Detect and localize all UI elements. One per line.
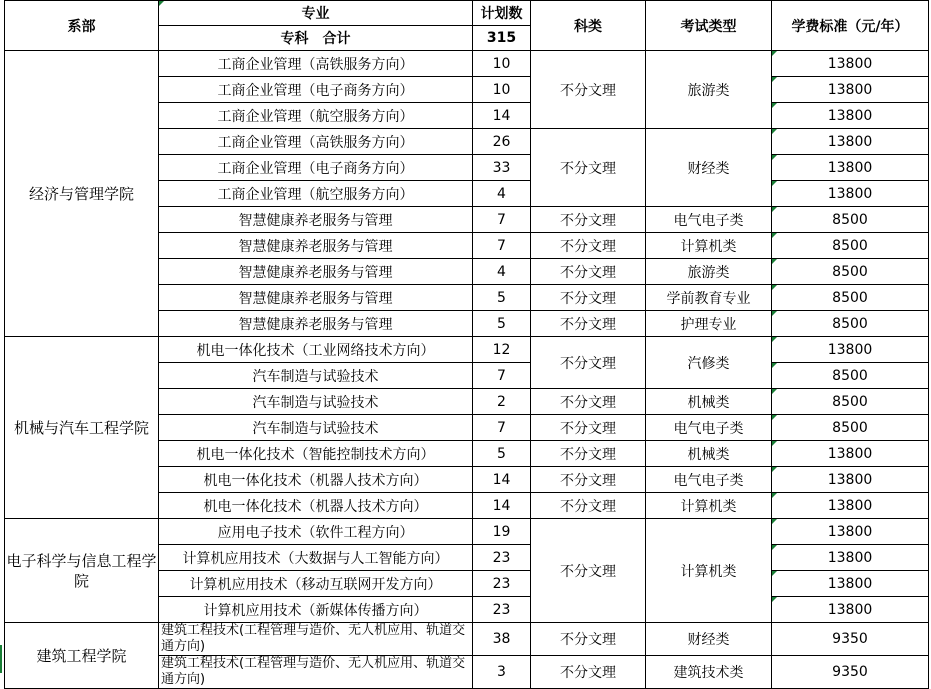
major-cell: 智慧健康养老服务与管理 bbox=[159, 259, 473, 285]
exam-cell: 计算机类 bbox=[646, 493, 772, 519]
major-cell: 汽车制造与试验技术 bbox=[159, 389, 473, 415]
plan-cell: 3 bbox=[473, 656, 531, 689]
fee-cell: 8500 bbox=[772, 363, 929, 389]
major-cell: 计算机应用技术（新媒体传播方向） bbox=[159, 597, 473, 623]
plan-cell: 5 bbox=[473, 285, 531, 311]
subject-cell: 不分文理 bbox=[531, 207, 646, 233]
plan-cell: 23 bbox=[473, 571, 531, 597]
plan-cell: 4 bbox=[473, 259, 531, 285]
plan-cell: 14 bbox=[473, 103, 531, 129]
exam-cell: 护理专业 bbox=[646, 311, 772, 337]
major-cell: 计算机应用技术（大数据与人工智能方向） bbox=[159, 545, 473, 571]
major-cell: 智慧健康养老服务与管理 bbox=[159, 207, 473, 233]
dept-cell: 电子科学与信息工程学院 bbox=[5, 519, 159, 623]
plan-cell: 38 bbox=[473, 623, 531, 656]
table-row bbox=[5, 337, 929, 363]
plan-cell: 2 bbox=[473, 389, 531, 415]
fee-cell: 13800 bbox=[772, 129, 929, 155]
table-row bbox=[5, 519, 929, 545]
fee-cell: 13800 bbox=[772, 155, 929, 181]
exam-cell: 计算机类 bbox=[646, 233, 772, 259]
fee-cell: 8500 bbox=[772, 311, 929, 337]
major-cell: 工商企业管理（高铁服务方向） bbox=[159, 129, 473, 155]
table-row bbox=[5, 51, 929, 77]
table-row bbox=[5, 623, 929, 656]
fee-cell: 13800 bbox=[772, 181, 929, 207]
exam-cell: 机械类 bbox=[646, 441, 772, 467]
exam-cell: 建筑技术类 bbox=[646, 656, 772, 689]
dept-cell: 机械与汽车工程学院 bbox=[5, 337, 159, 519]
fee-cell: 13800 bbox=[772, 545, 929, 571]
plan-cell: 14 bbox=[473, 493, 531, 519]
fee-cell: 8500 bbox=[772, 207, 929, 233]
subject-cell: 不分文理 bbox=[531, 467, 646, 493]
header-major: 专业 bbox=[159, 1, 473, 26]
plan-cell: 10 bbox=[473, 51, 531, 77]
subject-cell: 不分文理 bbox=[531, 519, 646, 623]
plan-cell: 7 bbox=[473, 207, 531, 233]
plan-cell: 10 bbox=[473, 77, 531, 103]
major-cell: 智慧健康养老服务与管理 bbox=[159, 233, 473, 259]
subject-cell: 不分文理 bbox=[531, 493, 646, 519]
header-exam: 考试类型 bbox=[646, 1, 772, 51]
major-cell: 智慧健康养老服务与管理 bbox=[159, 285, 473, 311]
exam-cell: 电气电子类 bbox=[646, 415, 772, 441]
major-cell: 工商企业管理（航空服务方向） bbox=[159, 103, 473, 129]
major-cell: 应用电子技术（软件工程方向） bbox=[159, 519, 473, 545]
plan-cell: 7 bbox=[473, 363, 531, 389]
major-cell: 工商企业管理（航空服务方向） bbox=[159, 181, 473, 207]
major-cell: 工商企业管理（高铁服务方向） bbox=[159, 51, 473, 77]
fee-cell: 13800 bbox=[772, 571, 929, 597]
fee-cell: 13800 bbox=[772, 493, 929, 519]
fee-cell: 8500 bbox=[772, 259, 929, 285]
subject-cell: 不分文理 bbox=[531, 51, 646, 129]
subject-cell: 不分文理 bbox=[531, 441, 646, 467]
fee-cell: 13800 bbox=[772, 597, 929, 623]
plan-cell: 19 bbox=[473, 519, 531, 545]
subject-cell: 不分文理 bbox=[531, 129, 646, 207]
fee-cell: 8500 bbox=[772, 285, 929, 311]
exam-cell: 电气电子类 bbox=[646, 467, 772, 493]
major-cell: 机电一体化技术（机器人技术方向） bbox=[159, 467, 473, 493]
major-cell: 智慧健康养老服务与管理 bbox=[159, 311, 473, 337]
fee-cell: 13800 bbox=[772, 441, 929, 467]
plan-cell: 26 bbox=[473, 129, 531, 155]
fee-cell: 13800 bbox=[772, 519, 929, 545]
total-value: 315 bbox=[473, 26, 531, 51]
plan-cell: 33 bbox=[473, 155, 531, 181]
major-cell: 机电一体化技术（机器人技术方向） bbox=[159, 493, 473, 519]
plan-cell: 23 bbox=[473, 597, 531, 623]
header-plan: 计划数 bbox=[473, 1, 531, 26]
fee-cell: 13800 bbox=[772, 77, 929, 103]
header-subject: 科类 bbox=[531, 1, 646, 51]
plan-cell: 23 bbox=[473, 545, 531, 571]
exam-cell: 计算机类 bbox=[646, 519, 772, 623]
exam-cell: 学前教育专业 bbox=[646, 285, 772, 311]
major-cell: 计算机应用技术（移动互联网开发方向） bbox=[159, 571, 473, 597]
header-fee: 学费标准（元/年） bbox=[772, 1, 929, 51]
exam-cell: 旅游类 bbox=[646, 259, 772, 285]
major-cell: 机电一体化技术（工业网络技术方向） bbox=[159, 337, 473, 363]
fee-cell: 8500 bbox=[772, 389, 929, 415]
major-cell: 机电一体化技术（智能控制技术方向） bbox=[159, 441, 473, 467]
fee-cell: 13800 bbox=[772, 337, 929, 363]
major-cell: 建筑工程技术(工程管理与造价、无人机应用、轨道交通方向) bbox=[159, 623, 473, 656]
exam-cell: 财经类 bbox=[646, 623, 772, 656]
fee-cell: 9350 bbox=[772, 656, 929, 689]
major-cell: 工商企业管理（电子商务方向） bbox=[159, 155, 473, 181]
fee-cell: 9350 bbox=[772, 623, 929, 656]
major-cell: 汽车制造与试验技术 bbox=[159, 415, 473, 441]
exam-cell: 财经类 bbox=[646, 129, 772, 207]
dept-cell: 建筑工程学院 bbox=[5, 623, 159, 689]
subject-cell: 不分文理 bbox=[531, 285, 646, 311]
subject-cell: 不分文理 bbox=[531, 337, 646, 389]
subject-cell: 不分文理 bbox=[531, 623, 646, 656]
subject-cell: 不分文理 bbox=[531, 656, 646, 689]
enrollment-table bbox=[4, 0, 929, 689]
major-cell: 工商企业管理（电子商务方向） bbox=[159, 77, 473, 103]
plan-cell: 5 bbox=[473, 311, 531, 337]
fee-cell: 13800 bbox=[772, 51, 929, 77]
subject-cell: 不分文理 bbox=[531, 259, 646, 285]
fee-cell: 13800 bbox=[772, 467, 929, 493]
active-cell-marker bbox=[0, 645, 2, 673]
plan-cell: 5 bbox=[473, 441, 531, 467]
header-dept: 系部 bbox=[5, 1, 159, 51]
exam-cell: 旅游类 bbox=[646, 51, 772, 129]
fee-cell: 13800 bbox=[772, 103, 929, 129]
fee-cell: 8500 bbox=[772, 233, 929, 259]
plan-cell: 7 bbox=[473, 233, 531, 259]
subject-cell: 不分文理 bbox=[531, 233, 646, 259]
exam-cell: 电气电子类 bbox=[646, 207, 772, 233]
exam-cell: 机械类 bbox=[646, 389, 772, 415]
fee-cell: 8500 bbox=[772, 415, 929, 441]
subject-cell: 不分文理 bbox=[531, 415, 646, 441]
major-cell: 建筑工程技术(工程管理与造价、无人机应用、轨道交通方向) bbox=[159, 656, 473, 689]
subject-cell: 不分文理 bbox=[531, 389, 646, 415]
subject-cell: 不分文理 bbox=[531, 311, 646, 337]
plan-cell: 12 bbox=[473, 337, 531, 363]
plan-cell: 7 bbox=[473, 415, 531, 441]
plan-cell: 14 bbox=[473, 467, 531, 493]
dept-cell: 经济与管理学院 bbox=[5, 51, 159, 337]
exam-cell: 汽修类 bbox=[646, 337, 772, 389]
major-cell: 汽车制造与试验技术 bbox=[159, 363, 473, 389]
plan-cell: 4 bbox=[473, 181, 531, 207]
total-label: 专科 合计 bbox=[159, 26, 473, 51]
